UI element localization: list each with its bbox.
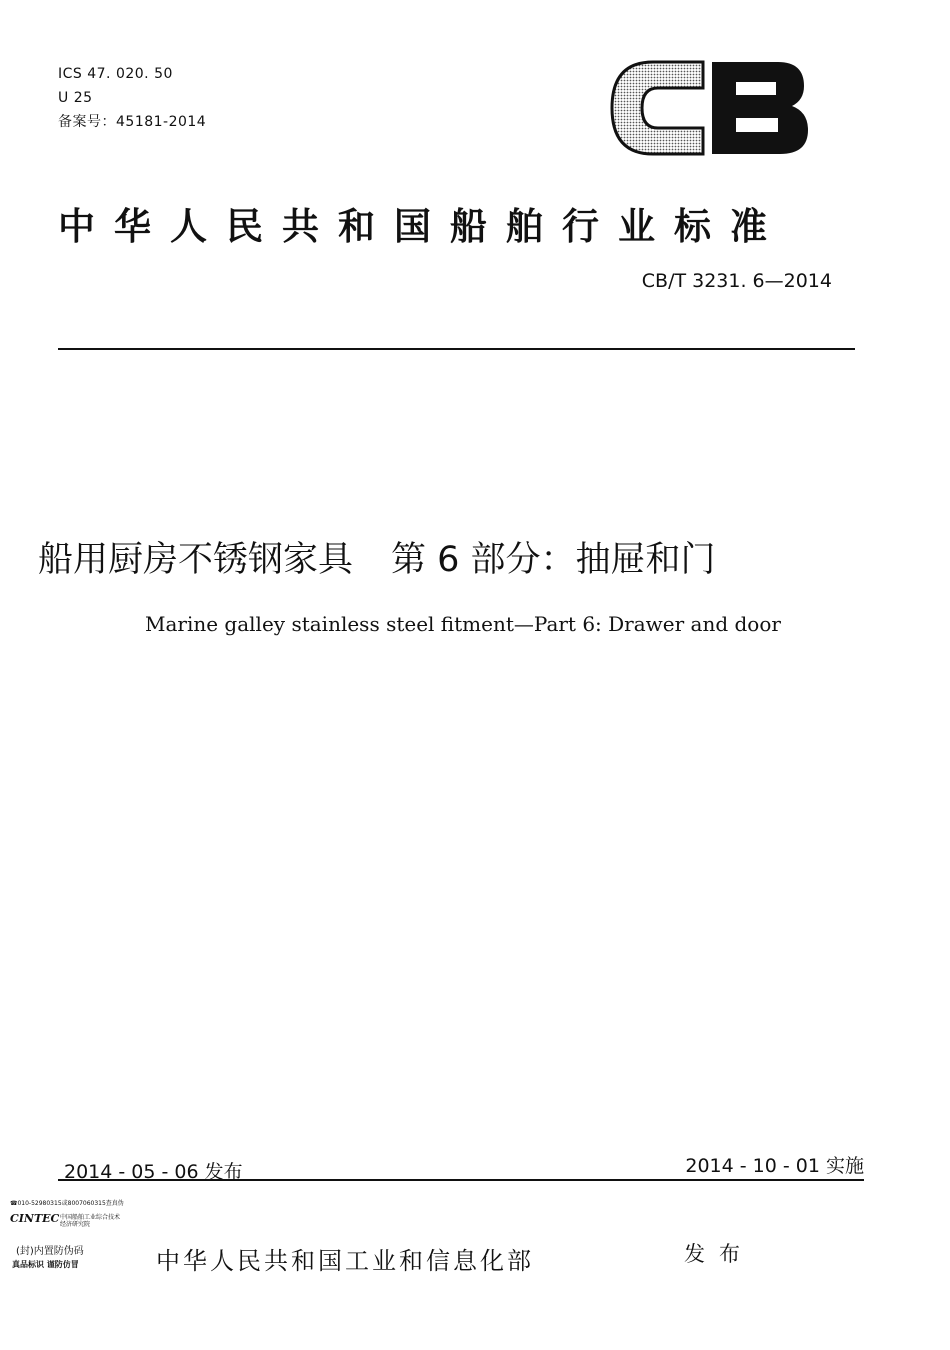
standard-title: 中华人民共和国船舶行业标准 <box>58 205 786 248</box>
record-number: 备案号：45181-2014 <box>58 114 207 130</box>
document-title-part: 第 6 部分：抽屉和门 <box>391 540 716 580</box>
issue-date: 2014 - 05 - 06 发布 <box>64 1161 243 1183</box>
issuing-authority: 中华人民共和国工业和信息化部 <box>156 1247 534 1275</box>
cb-standard-logo-icon <box>608 58 813 158</box>
cb-logo <box>608 58 813 158</box>
classification-code: U 25 <box>58 90 93 106</box>
implementation-date: 2014 - 10 - 01 实施 <box>685 1155 864 1177</box>
sticker-logo: CINTEC <box>10 1212 60 1225</box>
standard-number: CB/T 3231. 6—2014 <box>641 270 832 292</box>
sticker-notice: (封)内置防伪码 <box>16 1246 84 1257</box>
document-title <box>38 532 716 582</box>
sticker-organization: 中国船舶工业综合技术经济研究院 <box>60 1214 121 1228</box>
ics-code: ICS 47. 020. 50 <box>58 66 173 82</box>
issue-action: 发布 <box>684 1242 754 1266</box>
document-title-english: Marine galley stainless steel fitment—Part 6: Drawer and door <box>145 612 781 636</box>
sticker-warning: 真品标识 谨防仿冒 <box>12 1260 79 1269</box>
sticker-serial: ☎010-52980315或8007060315查真伪 <box>10 1200 124 1207</box>
footer-divider <box>58 1179 864 1181</box>
document-title-main: 船用厨房不锈钢家具 <box>38 540 354 580</box>
header-divider <box>58 348 855 350</box>
